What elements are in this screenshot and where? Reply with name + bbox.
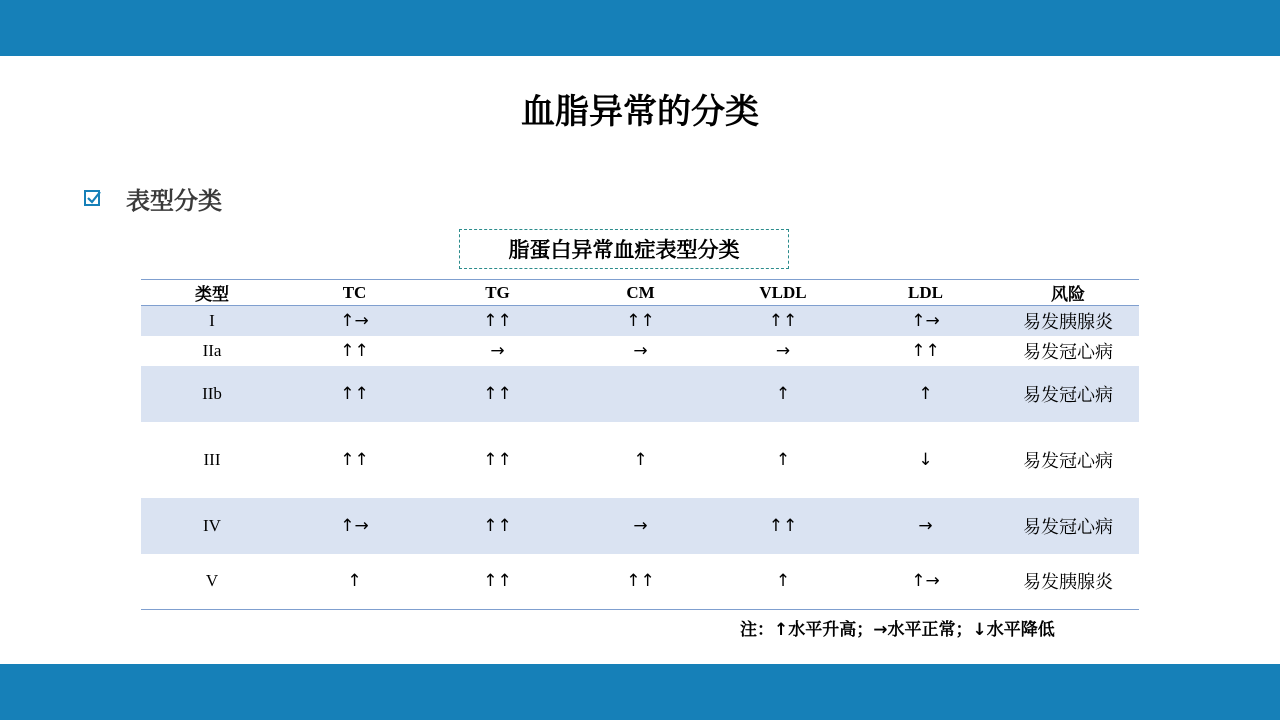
header-tg: TG: [426, 280, 569, 306]
table-row: [141, 554, 1139, 610]
cell-ldl: ↑: [854, 366, 997, 422]
header-risk: 风险: [997, 280, 1139, 306]
cell-vldl: ↑: [775, 571, 791, 592]
table-row: [141, 336, 1139, 366]
table-caption: 脂蛋白异常血症表型分类: [459, 229, 789, 269]
cell-tc: ↑↑: [283, 366, 426, 422]
table-header-row: [141, 280, 1139, 306]
table-row: [141, 422, 1139, 498]
cell-type: I: [141, 306, 283, 336]
cell-ldl: ↓: [918, 449, 933, 470]
top-banner: [0, 0, 1280, 56]
table-row: [141, 306, 1139, 336]
cell-tg: ↑↑: [483, 571, 512, 592]
cell-type: IIb: [141, 366, 283, 422]
cell-tg: →: [490, 340, 505, 361]
table-row: [141, 366, 1139, 422]
cell-cm: →: [633, 340, 648, 361]
section-heading: [84, 180, 222, 216]
cell-tc: ↑↑: [340, 340, 369, 361]
section-label: 表型分类: [126, 186, 222, 215]
cell-risk: 易发冠心病: [1023, 341, 1113, 363]
cell-tc: ↑→: [283, 498, 426, 554]
cell-tc: ↑→: [283, 306, 426, 336]
bottom-banner: [0, 664, 1280, 720]
cell-type: IV: [141, 498, 283, 554]
cell-cm: ↑: [633, 449, 648, 470]
cell-risk: 易发胰腺炎: [997, 306, 1139, 336]
cell-tc: ↑↑: [340, 449, 369, 470]
cell-vldl: ↑↑: [712, 306, 854, 336]
cell-tg: ↑↑: [426, 366, 569, 422]
cell-vldl: ↑: [712, 366, 854, 422]
cell-type: IIa: [202, 340, 222, 360]
cell-ldl: ↑→: [911, 571, 940, 592]
cell-risk: 易发胰腺炎: [1023, 572, 1113, 594]
cell-tg: ↑↑: [483, 449, 512, 470]
cell-risk: 易发冠心病: [1023, 450, 1113, 472]
cell-vldl: ↑↑: [712, 498, 854, 554]
cell-risk: 易发冠心病: [997, 366, 1139, 422]
header-tc: TC: [283, 280, 426, 306]
cell-type: V: [205, 571, 219, 591]
cell-cm: ↑↑: [569, 306, 712, 336]
cell-vldl: →: [775, 340, 791, 361]
checked-box-icon: [84, 190, 100, 206]
cell-cm: →: [569, 498, 712, 554]
cell-cm: [569, 366, 712, 422]
cell-tc: ↑: [347, 571, 362, 592]
cell-tg: ↑↑: [426, 498, 569, 554]
cell-ldl: →: [854, 498, 997, 554]
legend-note: 注：↑水平升高；→水平正常；↓水平降低: [740, 620, 1055, 640]
lipid-phenotype-table: [141, 279, 1139, 610]
header-type: 类型: [141, 280, 283, 306]
cell-ldl: ↑↑: [911, 340, 940, 361]
cell-risk: 易发冠心病: [997, 498, 1139, 554]
table-row: [141, 498, 1139, 554]
cell-tg: ↑↑: [426, 306, 569, 336]
cell-vldl: ↑: [775, 449, 791, 470]
header-ldl: LDL: [854, 280, 997, 306]
cell-ldl: ↑→: [854, 306, 997, 336]
page-title: 血脂异常的分类: [521, 92, 759, 132]
header-vldl: VLDL: [712, 280, 854, 306]
cell-cm: ↑↑: [626, 571, 655, 592]
header-cm: CM: [569, 280, 712, 306]
cell-type: III: [203, 449, 221, 469]
